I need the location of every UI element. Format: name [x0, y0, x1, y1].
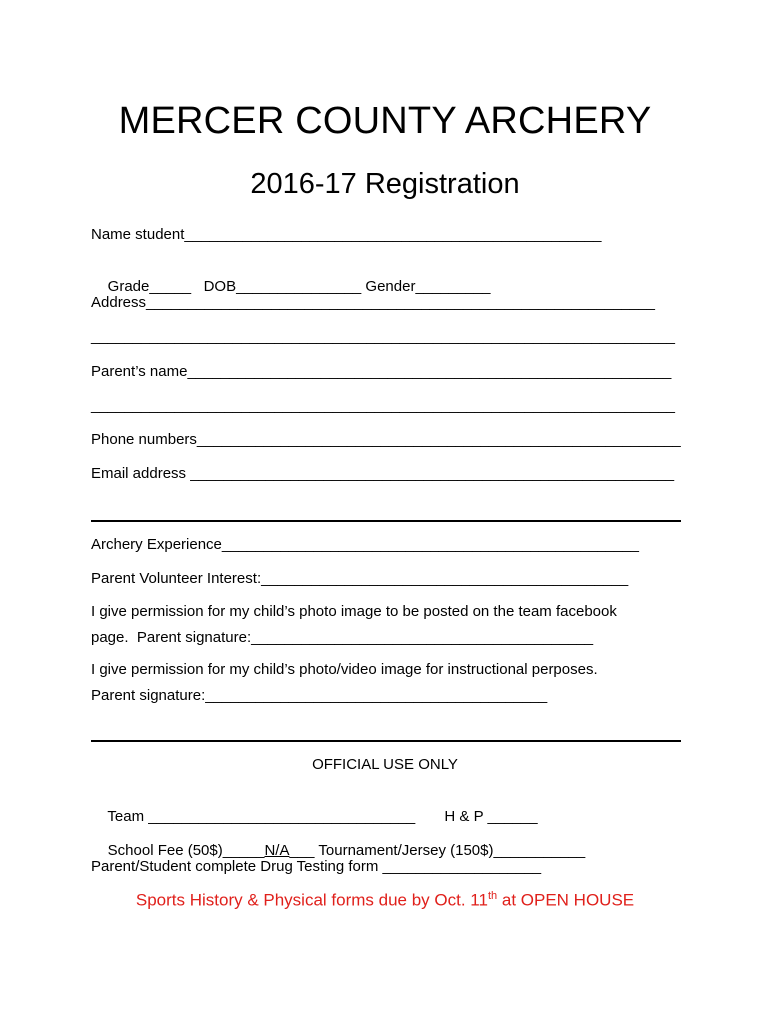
email-address-field[interactable]: Email address __________________________________________________________ — [91, 465, 675, 482]
section-divider — [91, 520, 681, 522]
page-subtitle: 2016-17 Registration — [250, 168, 520, 200]
address-field[interactable]: Address_____________________________________________________________ — [91, 294, 655, 311]
school-fee-label: School Fee (50$)_____ — [107, 842, 265, 859]
gender-field[interactable]: Gender_________ — [365, 278, 491, 295]
video-permission-text: I give permission for my child’s photo/video image for instructional perposes. — [91, 661, 598, 678]
parents-name-continuation-field[interactable]: ______________________________________________________________________ — [91, 397, 675, 414]
photo-permission-signature[interactable]: page. Parent signature:_________________________________________ — [91, 629, 594, 646]
archery-experience-field[interactable]: Archery Experience__________________________________________________ — [91, 536, 640, 553]
school-fee-value[interactable]: N/A — [264, 842, 290, 859]
parent-volunteer-field[interactable]: Parent Volunteer Interest:____________________________________________ — [91, 570, 629, 587]
name-student-field[interactable]: Name student__________________________________________________ — [91, 226, 602, 243]
drug-testing-field[interactable]: Parent/Student complete Drug Testing form ___________________ — [91, 858, 542, 875]
grade-field[interactable]: Grade_____ — [107, 278, 192, 295]
notice-superscript: th — [487, 890, 498, 902]
hp-field[interactable]: H & P ______ — [444, 808, 538, 825]
parents-name-field[interactable]: Parent’s name__________________________________________________________ — [91, 363, 672, 380]
forms-due-notice — [0, 890, 770, 911]
dob-field[interactable]: DOB_______________ — [203, 278, 362, 295]
phone-numbers-field[interactable]: Phone numbers__________________________________________________________ — [91, 431, 681, 448]
official-section-divider — [91, 740, 681, 742]
notice-text-before: Sports History & Physical forms due by Oct. 11 — [135, 890, 488, 910]
page-title: MERCER COUNTY ARCHERY — [118, 100, 652, 142]
tournament-jersey-field[interactable]: ___ Tournament/Jersey (150$)___________ — [289, 842, 586, 859]
address-continuation-field[interactable]: ______________________________________________________________________ — [91, 328, 675, 345]
photo-permission-text: I give permission for my child’s photo image to be posted on the team facebook — [91, 603, 617, 620]
video-permission-signature[interactable]: Parent signature:_________________________________________ — [91, 687, 548, 704]
team-field[interactable]: Team ________________________________ — [107, 808, 416, 825]
notice-text-after: at OPEN HOUSE — [497, 890, 635, 910]
official-use-heading: OFFICIAL USE ONLY — [312, 756, 458, 773]
